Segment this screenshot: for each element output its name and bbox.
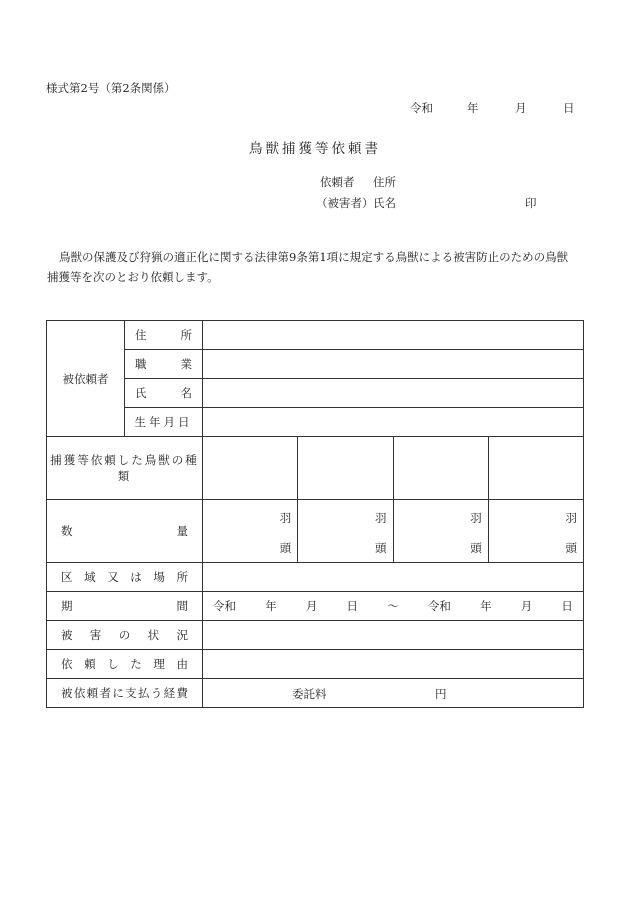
- species-field-4[interactable]: [488, 437, 583, 500]
- trustee-address-field[interactable]: [203, 321, 584, 350]
- date-year: 年: [467, 101, 479, 115]
- requester-label: 依頼者: [320, 175, 355, 189]
- period-label: 期 間: [47, 592, 203, 621]
- trustee-birthdate-field[interactable]: [203, 408, 584, 437]
- damage-field[interactable]: [203, 621, 584, 650]
- species-field-3[interactable]: [393, 437, 488, 500]
- body-paragraph: 鳥獣の保護及び狩猟の適正化に関する法律第9条第1項に規定する鳥獣による被害防止のための鳥獣捕獲等を次のとおり依頼します。: [47, 250, 569, 284]
- quantity-field-3[interactable]: 羽 頭: [393, 500, 488, 563]
- cost-label: 被 依 頼 者 に 支 払 う 経 費: [47, 679, 203, 708]
- name-label: 氏 名: [125, 379, 203, 408]
- commission-label: 委託料: [292, 687, 327, 701]
- damage-label: 被 害 の 状 況: [47, 621, 203, 650]
- species-field-2[interactable]: [298, 437, 393, 500]
- trustee-name-field[interactable]: [203, 379, 584, 408]
- body-text: [47, 247, 577, 287]
- area-field[interactable]: [203, 563, 584, 592]
- quantity-field-4[interactable]: 羽 頭: [488, 500, 583, 563]
- date-day: 日: [563, 101, 575, 115]
- requester-name-label: 氏名: [373, 196, 396, 210]
- date-era: 令和: [410, 101, 433, 115]
- occupation-label: 職 業: [125, 350, 203, 379]
- quantity-field-1[interactable]: 羽 頭: [203, 500, 298, 563]
- cost-field[interactable]: [203, 679, 584, 708]
- seal-mark: 印: [525, 196, 537, 210]
- requester-address-label: 住所: [373, 175, 396, 189]
- quantity-field-2[interactable]: 羽 頭: [298, 500, 393, 563]
- period-field[interactable]: 令和 年 月 日 ～ 令和 年 月 日: [203, 592, 584, 621]
- yen-unit: 円: [435, 687, 447, 701]
- trustee-label: 被依頼者: [47, 321, 125, 437]
- date-month: 月: [515, 101, 527, 115]
- reason-field[interactable]: [203, 650, 584, 679]
- birthdate-label: 生年月日: [125, 408, 203, 437]
- trustee-occupation-field[interactable]: [203, 350, 584, 379]
- area-label: 区 域 又 は 場 所: [47, 563, 203, 592]
- victim-label: （被害者）: [316, 196, 374, 210]
- document-title: 鳥獣捕獲等依頼書: [249, 141, 381, 157]
- species-field-1[interactable]: [203, 437, 298, 500]
- reason-label: 依 頼 し た 理 由: [47, 650, 203, 679]
- quantity-label: 数 量: [47, 500, 203, 563]
- form-number: 様式第2号（第2条関係）: [46, 81, 176, 95]
- request-table: [46, 320, 584, 708]
- species-label: 捕獲等依頼した鳥獣の種類: [47, 437, 203, 500]
- address-label: 住 所: [125, 321, 203, 350]
